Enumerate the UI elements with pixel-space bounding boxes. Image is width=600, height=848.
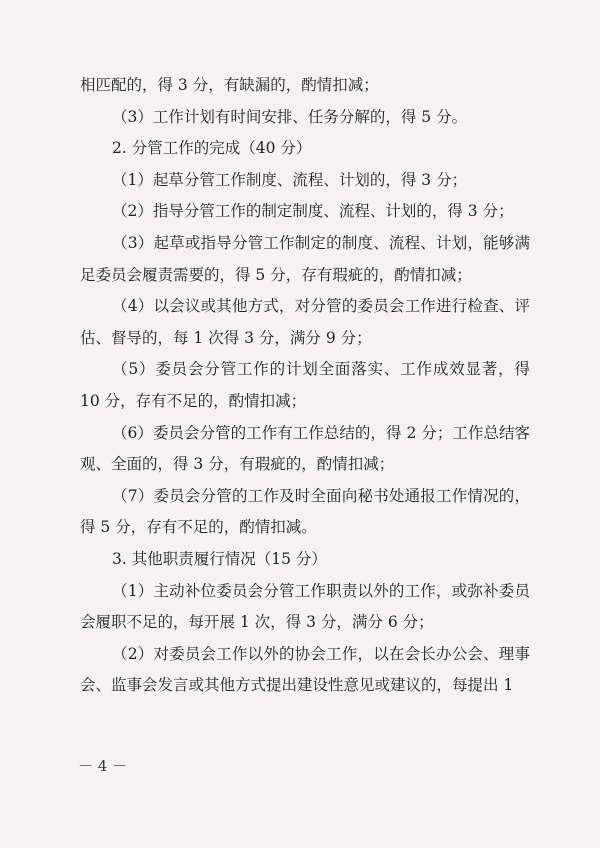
paragraph: （4）以会议或其他方式，对分管的委员会工作进行检查、评估、督导的，每 1 次得 3 分，满分 9 分；	[80, 297, 530, 347]
paragraph: （3）起草或指导分管工作制定的制度、流程、计划，能够满足委员会履责需要的，得 5 分，存有瑕疵的，酌情扣减；	[80, 233, 530, 284]
paragraph: （6）委员会分管的工作有工作总结的，得 2 分；工作总结客观、全面的，得 3 分，有瑕疵的，酌情扣减；	[80, 423, 530, 474]
paragraph: （7）委员会分管的工作及时全面向秘书处通报工作情况的，得 5 分，存有不足的，酌情扣减。	[80, 486, 530, 537]
paragraph: 相匹配的，得 3 分，有缺漏的，酌情扣减；	[80, 76, 379, 94]
paragraph: （1）主动补位委员会分管工作职责以外的工作，或弥补委员会履职不足的，每开展 1 次，得 3 分，满分 6 分；	[80, 581, 530, 632]
paragraph: （2）对委员会工作以外的协会工作，以在会长办公会、理事会、监事会发言或其他方式提出建设性意见或建议的，每提出 1	[80, 644, 530, 695]
page-number: － 4 －	[78, 757, 128, 775]
paragraph: 3. 其他职责履行情况（15 分）	[112, 549, 327, 568]
document-body	[80, 70, 530, 702]
paragraph: （2）指导分管工作的制定制度、流程、计划的，得 3 分；	[112, 202, 514, 221]
paragraph: （3）工作计划有时间安排、任务分解的，得 5 分。	[112, 107, 468, 126]
paragraph: （5）委员会分管工作的计划全面落实、工作成效显著，得 10 分，存有不足的，酌情扣减；	[80, 360, 530, 410]
paragraph: 2. 分管工作的完成（40 分）	[112, 139, 312, 158]
paragraph: （1）起草分管工作制度、流程、计划的，得 3 分；	[112, 170, 468, 189]
